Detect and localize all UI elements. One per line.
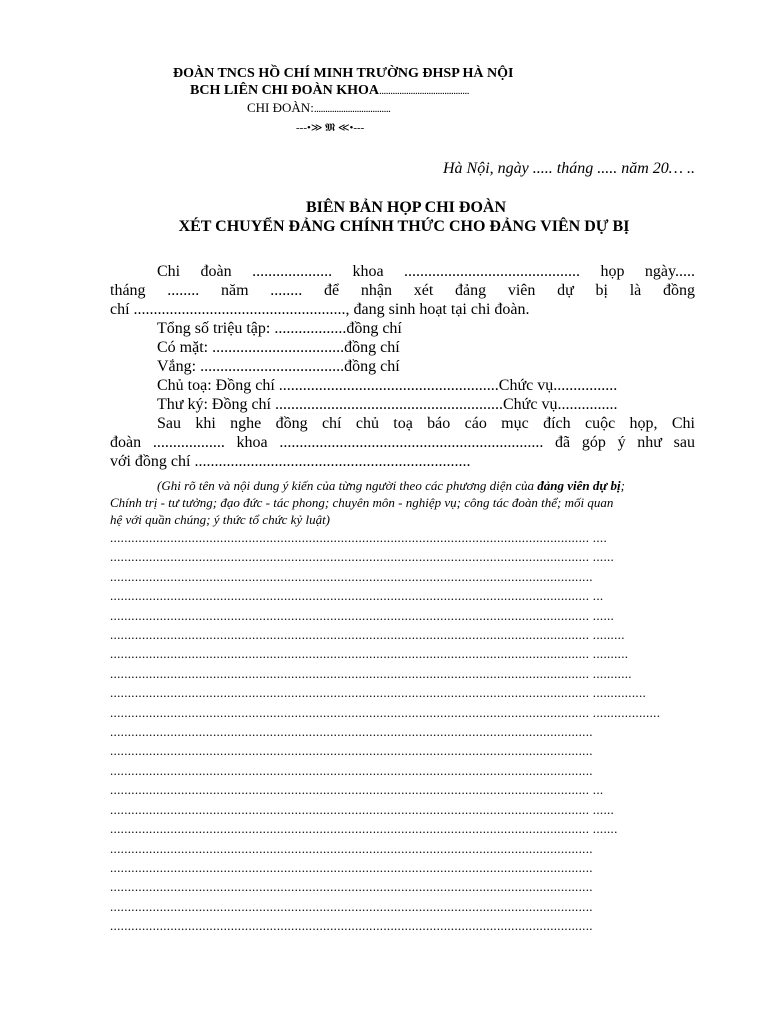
dotted-line[interactable]: ....................................................................................................................................... ...... — [110, 801, 615, 817]
header-branch-label: CHI ĐOÀN: — [247, 100, 314, 115]
note-line — [110, 477, 695, 494]
dotted-line[interactable]: ........................................................................................................................................ — [110, 568, 593, 584]
dotted-line[interactable]: ....................................................................................................................................... ........... — [110, 665, 632, 681]
dotted-line[interactable]: ....................................................................................................................................... ............... — [110, 685, 647, 701]
dotted-line[interactable]: ....................................................................................................................................... ... — [110, 782, 604, 798]
dotted-line[interactable]: ........................................................................................................................................ — [110, 743, 593, 759]
dotted-line[interactable]: ........................................................................................................................................ — [110, 859, 593, 875]
document-title: BIÊN BẢN HỌP CHI ĐOÀN — [305, 199, 507, 216]
dotted-line[interactable]: ........................................................................................................................................ — [110, 840, 593, 856]
dotted-line[interactable]: ........................................................................................................................................ — [110, 724, 593, 740]
body-line: Sau khi nghe đồng chí chủ toạ báo cáo mục đích cuộc họp, Chi — [157, 415, 695, 432]
note-emphasis: đảng viên dự bị — [537, 478, 621, 493]
dotted-line[interactable]: ....................................................................................................................................... ................... — [110, 704, 661, 720]
dotted-writing-area — [110, 528, 695, 936]
note-text: ; — [620, 478, 625, 493]
header-branch-dots: .................................. — [313, 103, 391, 115]
body-line: tháng ........ năm ........ để nhận xét đảng viên dự bị là đồng — [110, 282, 695, 299]
absent-count: Vắng: ....................................đồng chí — [157, 358, 400, 375]
instruction-note — [110, 477, 695, 528]
note-line: hệ với quần chúng; ý thức tổ chức kỷ luật) — [110, 512, 331, 527]
dotted-line[interactable]: ........................................................................................................................................ — [110, 762, 593, 778]
dotted-line[interactable]: ....................................................................................................................................... ... — [110, 588, 604, 604]
header-organization: ĐOÀN TNCS HỒ CHÍ MINH TRƯỜNG ĐHSP HÀ NỘI — [173, 66, 514, 81]
present-count: Có mặt: .................................đồng chí — [157, 339, 400, 356]
dotted-line[interactable]: ....................................................................................................................................... ...... — [110, 549, 615, 565]
total-summoned: Tổng số triệu tập: ..................đồng chí — [157, 320, 402, 337]
dotted-line[interactable]: ....................................................................................................................................... ......... — [110, 627, 625, 643]
header-committee-dots: ........................................ — [379, 85, 470, 97]
dotted-line[interactable]: ........................................................................................................................................ — [110, 898, 593, 914]
body-line: với đồng chí ..................................................................... — [110, 453, 471, 470]
body-line: chí ....................................................., đang sinh hoạt tại chi đoàn. — [110, 301, 530, 318]
secretary-line: Thư ký: Đồng chí .........................................................Chức vụ............... — [157, 396, 618, 413]
dotted-line[interactable]: ........................................................................................................................................ — [110, 879, 593, 895]
dotted-line[interactable]: ....................................................................................................................................... ...... — [110, 607, 615, 623]
dotted-line[interactable]: ....................................................................................................................................... ....... — [110, 821, 618, 837]
document-subtitle: XÉT CHUYỂN ĐẢNG CHÍNH THỨC CHO ĐẢNG VIÊN DỰ BỊ — [178, 218, 630, 235]
note-text: (Ghi rõ tên và nội dung ý kiến của từng người theo các phương diện của — [157, 478, 538, 493]
note-line: Chính trị - tư tưởng; đạo đức - tác phong; chuyên môn - nghiệp vụ; công tác đoàn thể; mối quan — [110, 495, 614, 510]
header-committee — [190, 83, 768, 99]
body-line: Chi đoàn .................... khoa ............................................ họp ngày..... — [157, 263, 695, 280]
minutes-body — [110, 262, 695, 471]
body-line: đoàn .................. khoa .................................................................. đã góp ý như sau — [110, 434, 695, 451]
chairperson-line: Chủ toạ: Đồng chí .......................................................Chức vụ................ — [157, 377, 618, 394]
decorative-ornament: ---•≫ 𝕸 ≪•--- — [296, 122, 365, 134]
dotted-line[interactable]: ....................................................................................................................................... .......... — [110, 646, 629, 662]
header-committee-label: BCH LIÊN CHI ĐOÀN KHOA — [190, 83, 380, 98]
date-line: Hà Nội, ngày ..... tháng ..... năm 20… .. — [443, 160, 695, 177]
dotted-line[interactable]: ........................................................................................................................................ — [110, 918, 593, 934]
dotted-line[interactable]: ....................................................................................................................................... .... — [110, 530, 607, 545]
header-branch — [247, 100, 768, 116]
